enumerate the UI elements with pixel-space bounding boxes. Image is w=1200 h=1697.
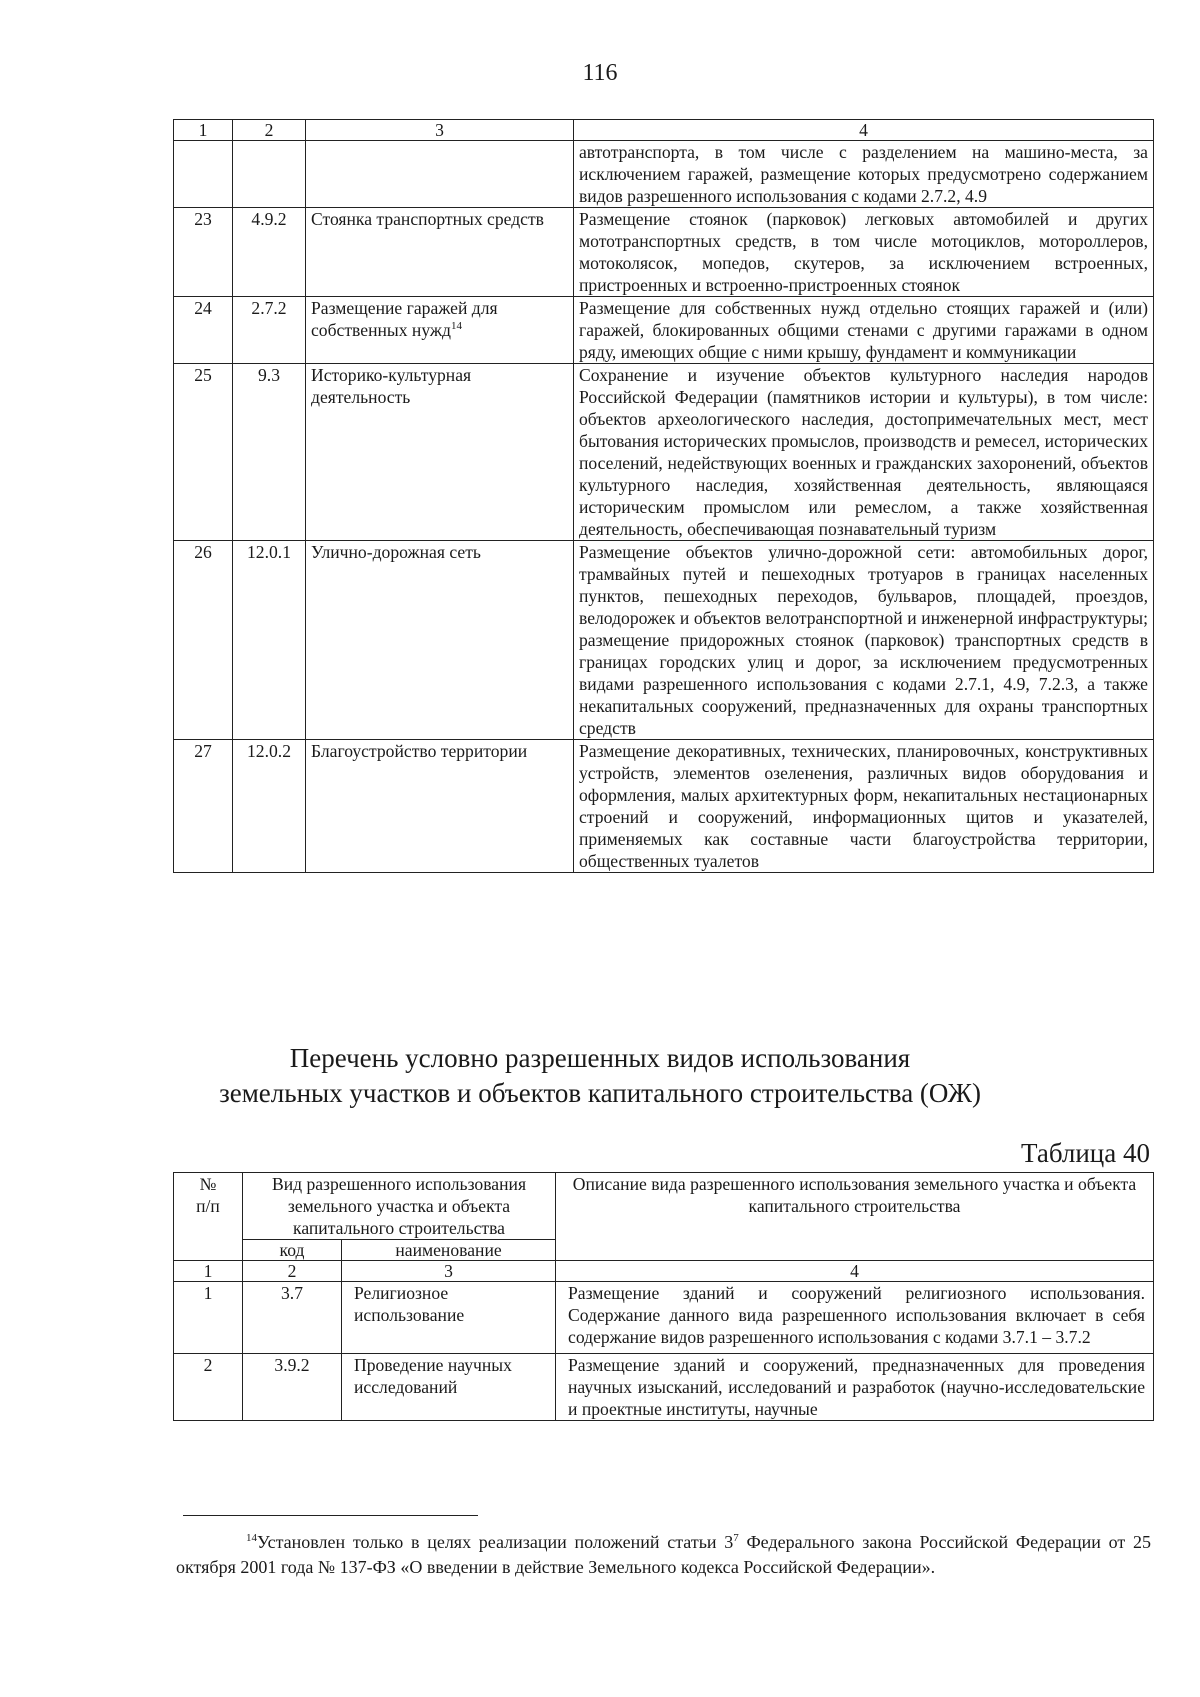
code-cell: 3.9.2 bbox=[243, 1354, 342, 1421]
table-row bbox=[174, 740, 1154, 873]
row-number-cell: 26 bbox=[174, 541, 233, 740]
column-number-row bbox=[174, 1261, 1154, 1282]
name-cell: Религиозное использование bbox=[342, 1282, 556, 1354]
page-number: 116 bbox=[582, 60, 618, 86]
name-cell: Историко-культурная деятельность bbox=[306, 364, 574, 541]
footnote bbox=[176, 1530, 1151, 1580]
name-cell: Проведение научных исследований bbox=[342, 1354, 556, 1421]
row-number-cell: 23 bbox=[174, 208, 233, 297]
header-code: код bbox=[243, 1240, 342, 1261]
column-number: 2 bbox=[243, 1261, 342, 1282]
column-number: 1 bbox=[174, 1261, 243, 1282]
name-cell bbox=[306, 141, 574, 208]
description-cell: Размещение декоративных, технических, планировочных, конструктивных устройств, элементов озеленения, различных видов оборудования и оформления, малых архитектурных форм, некапитальных нестационарных строений и сооружений, информационных щитов и указателей, применяемых как составные части благоустройства территории, общественных туалетов bbox=[574, 740, 1154, 873]
header-use-kind: Вид разрешенного использования земельного участка и объекта капитального строительства bbox=[243, 1173, 556, 1240]
description-cell: Размещение зданий и сооружений, предназначенных для проведения научных изысканий, исследований и разработок (научно-исследовательские и проектные институты, научные bbox=[556, 1354, 1154, 1421]
footnote-separator bbox=[183, 1515, 478, 1516]
header-row bbox=[174, 1173, 1154, 1240]
header-row-number: № п/п bbox=[174, 1173, 243, 1261]
table-label: Таблица 40 bbox=[1021, 1138, 1150, 1168]
footnote-text: Установлен только в целях реализации положений статьи 3 bbox=[257, 1532, 734, 1552]
footnote-marker: 14 bbox=[246, 1532, 257, 1544]
row-number-cell: 2 bbox=[174, 1354, 243, 1421]
code-cell: 9.3 bbox=[233, 364, 306, 541]
code-cell bbox=[233, 141, 306, 208]
row-number-cell: 27 bbox=[174, 740, 233, 873]
section-heading-line: земельных участков и объектов капитального строительства (ОЖ) bbox=[219, 1078, 981, 1108]
conditional-land-use-table bbox=[173, 1172, 1154, 1421]
table-row bbox=[174, 141, 1154, 208]
name-text: Размещение гаражей для собственных нужд bbox=[311, 298, 498, 340]
description-cell: Сохранение и изучение объектов культурного наследия народов Российской Федерации (памятников истории и культуры), в том числе: объектов археологического наследия, достопримечательных мест, мест бытования исторических промыслов, производств и ремесел, исторических поселений, недействующих военных и гражданских захоронений, объектов культурного наследия, хозяйственная деятельность, являющаяся историческим промыслом или ремеслом, а также хозяйственная деятельность, обеспечивающая познавательный туризм bbox=[574, 364, 1154, 541]
name-cell: Улично-дорожная сеть bbox=[306, 541, 574, 740]
footnote-text: Федерального закона Российской Федерации от 25 октября 2001 года № 137-ФЗ «О введении в действие Земельного кодекса Российской Федерации». bbox=[176, 1532, 1151, 1577]
row-number-cell: 25 bbox=[174, 364, 233, 541]
code-cell: 4.9.2 bbox=[233, 208, 306, 297]
header-name: наименование bbox=[342, 1240, 556, 1261]
column-number: 4 bbox=[556, 1261, 1154, 1282]
column-number: 4 bbox=[574, 120, 1154, 141]
column-number: 2 bbox=[233, 120, 306, 141]
row-number-cell: 24 bbox=[174, 297, 233, 364]
column-number: 3 bbox=[306, 120, 574, 141]
table-row bbox=[174, 1354, 1154, 1421]
code-cell: 3.7 bbox=[243, 1282, 342, 1354]
footnote-reference: 14 bbox=[451, 320, 463, 333]
description-cell: Размещение объектов улично-дорожной сети: автомобильных дорог, трамвайных путей и пешеходных тротуаров в границах населенных пунктов, пешеходных переходов, бульваров, площадей, проездов, велодорожек и объектов велотранспортной и инженерной инфраструктуры; размещение придорожных стоянок (парковок) транспортных средств в границах городских улиц и дорог, за исключением предусмотренных видами разрешенного использования с кодами 2.7.1, 4.9, 7.2.3, а также некапитальных сооружений, предназначенных для охраны транспортных средств bbox=[574, 541, 1154, 740]
row-number-cell: 1 bbox=[174, 1282, 243, 1354]
table-row bbox=[174, 297, 1154, 364]
table-row bbox=[174, 208, 1154, 297]
name-cell: Стоянка транспортных средств bbox=[306, 208, 574, 297]
section-heading bbox=[0, 1041, 1200, 1111]
code-cell: 2.7.2 bbox=[233, 297, 306, 364]
section-heading-line: Перечень условно разрешенных видов использования bbox=[289, 1043, 911, 1073]
table-row bbox=[174, 364, 1154, 541]
code-cell: 12.0.1 bbox=[233, 541, 306, 740]
code-cell: 12.0.2 bbox=[233, 740, 306, 873]
table-row bbox=[174, 541, 1154, 740]
name-cell: Благоустройство территории bbox=[306, 740, 574, 873]
column-number-row bbox=[174, 120, 1154, 141]
description-cell: Размещение для собственных нужд отдельно стоящих гаражей и (или) гаражей, блокированных общими стенами с другими гаражами в одном ряду, имеющих общие с ними крышу, фундамент и коммуникации bbox=[574, 297, 1154, 364]
column-number: 1 bbox=[174, 120, 233, 141]
land-use-table-continued bbox=[173, 119, 1154, 873]
table-row bbox=[174, 1282, 1154, 1354]
name-cell bbox=[306, 297, 574, 364]
description-cell: автотранспорта, в том числе с разделением на машино-места, за исключением гаражей, размещение которых предусмотрено содержанием видов разрешенного использования с кодами 2.7.2, 4.9 bbox=[574, 141, 1154, 208]
description-cell: Размещение зданий и сооружений религиозного использования. Содержание данного вида разрешенного использования включает в себя содержание видов разрешенного использования с кодами 3.7.1 – 3.7.2 bbox=[556, 1282, 1154, 1354]
description-cell: Размещение стоянок (парковок) легковых автомобилей и других мототранспортных средств, в том числе мотоциклов, мотороллеров, мотоколясок, мопедов, скутеров, за исключением встроенных, пристроенных и встроенно-пристроенных стоянок bbox=[574, 208, 1154, 297]
article-superscript: 7 bbox=[733, 1532, 739, 1544]
header-description: Описание вида разрешенного использования земельного участка и объекта капитального строительства bbox=[556, 1173, 1154, 1261]
row-number-cell bbox=[174, 141, 233, 208]
column-number: 3 bbox=[342, 1261, 556, 1282]
